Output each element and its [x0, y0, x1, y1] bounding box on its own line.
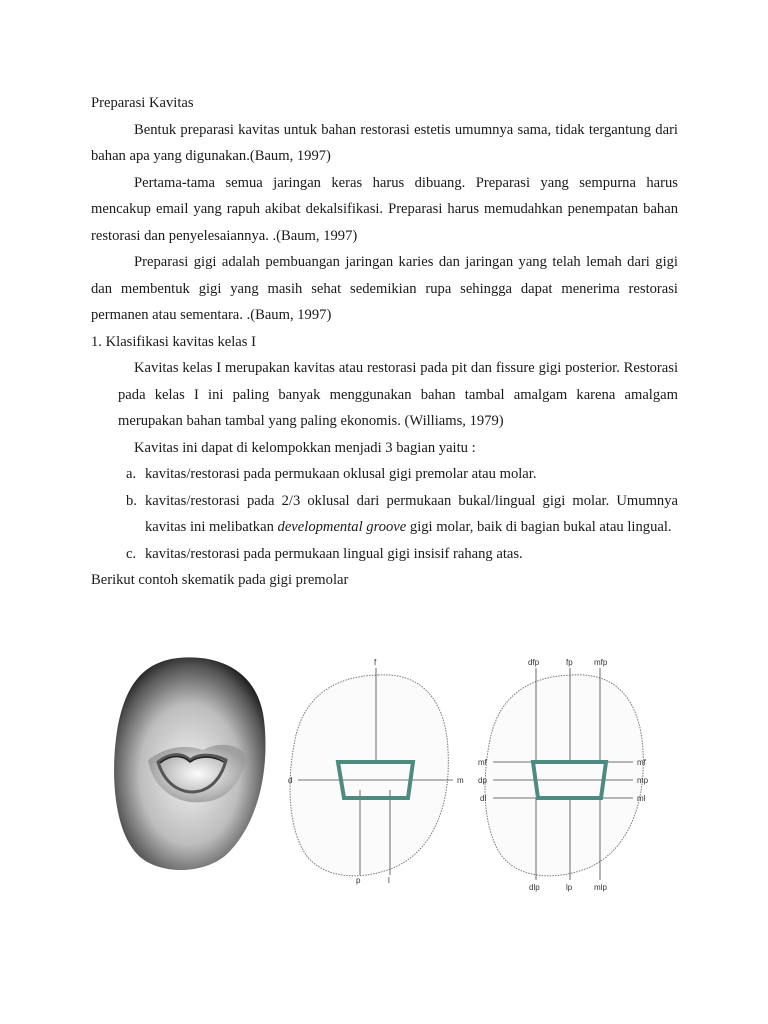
label-l: l	[388, 876, 390, 885]
subsection-paragraph: Kavitas kelas I merupakan kavitas atau restorasi pada pit dan fissure gigi posterior. Restorasi pada kelas I ini paling banyak menggunakan bahan tambal amalgam karena amalgam merupakan bahan tambal yang paling ekonomis. (Williams, 1979)	[118, 360, 678, 429]
label-dp: dp	[478, 776, 487, 785]
subsection-intro: Kavitas ini dapat di kelompokkan menjadi 3 bagian yaitu :	[134, 439, 476, 456]
label-mlp: mlp	[594, 883, 607, 892]
subsection-body	[91, 355, 678, 461]
subsection-heading: 1. Klasifikasi kavitas kelas I	[91, 333, 256, 350]
paragraph-2: Pertama-tama semua jaringan keras harus dibuang. Preparasi yang sempurna harus mencakup email yang rapuh akibat dekalsifikasi. Preparasi harus memudahkan penempatan bahan restorasi dan penyelesaiannya. .(Baum, 1997)	[91, 174, 678, 244]
premolar-diagram	[108, 650, 663, 900]
label-dfp: dfp	[528, 658, 540, 667]
label-mf-left: mf	[478, 758, 487, 767]
classification-list	[91, 461, 678, 567]
label-f: f	[374, 658, 377, 667]
label-ml: ml	[637, 794, 646, 803]
label-mp: mp	[637, 776, 649, 785]
list-item	[91, 461, 678, 488]
label-dlp: dlp	[529, 883, 540, 892]
list-item-text: kavitas/restorasi pada permukaan lingual gigi insisif rahang atas.	[145, 545, 523, 562]
premolar-figure	[108, 650, 663, 900]
tooth-diagram-middle	[288, 658, 464, 885]
figure-caption: Berikut contoh skematik pada gigi premolar	[91, 572, 349, 588]
label-fp: fp	[566, 658, 573, 667]
list-item-text: gigi molar, baik di bagian bukal atau lingual.	[406, 519, 672, 535]
list-item	[91, 541, 678, 568]
list-item-text: kavitas/restorasi pada permukaan oklusal gigi premolar atau molar.	[145, 466, 537, 482]
list-marker: c.	[126, 545, 137, 562]
emphasis-term: developmental groove	[277, 519, 407, 535]
tooth-diagram-right	[478, 658, 649, 892]
label-m: m	[457, 776, 464, 785]
tooth-photo	[114, 657, 265, 870]
list-marker: a.	[126, 466, 137, 482]
paragraph-1: Bentuk preparasi kavitas untuk bahan restorasi estetis umumnya sama, tidak tergantung dari bahan apa yang digunakan.(Baum, 1997)	[91, 121, 678, 164]
label-mf-right: mf	[637, 758, 646, 767]
label-p: p	[356, 876, 361, 885]
section-title: Preparasi Kavitas	[91, 95, 194, 111]
label-lp: lp	[566, 883, 573, 892]
list-item	[91, 488, 678, 541]
label-dl: dl	[480, 794, 487, 803]
list-item-text: kavitas/restorasi pada 2/3 oklusal dari permukaan bukal/lingual gigi molar. Umumnya kavitas ini melibatkan	[145, 492, 678, 535]
document-body	[91, 90, 678, 594]
list-marker: b.	[126, 492, 137, 509]
paragraph-3: Preparasi gigi adalah pembuangan jaringan karies dan jaringan yang telah lemah dari gigi dan membentuk gigi yang masih sehat sedemikian rupa sehingga dapat menerima restorasi permanen atau sementara. .(Baum, 1997)	[91, 254, 678, 323]
label-d: d	[288, 776, 293, 785]
label-mfp: mfp	[594, 658, 608, 667]
